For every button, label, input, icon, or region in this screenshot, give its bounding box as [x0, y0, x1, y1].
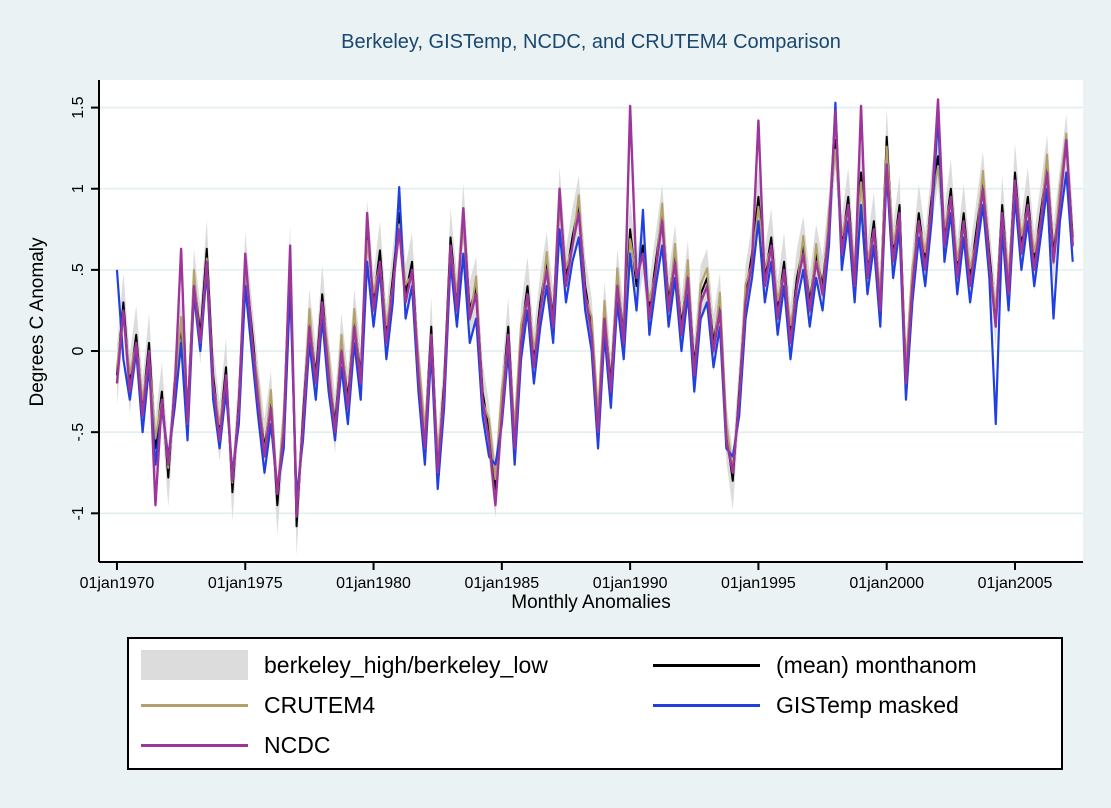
legend-entry-crutem4 [141, 685, 548, 725]
x-tick-label: 01jan2000 [849, 575, 925, 592]
y-tick-label: -1 [70, 506, 88, 521]
legend-label-monthanom: (mean) monthanom [776, 651, 977, 678]
crutem4-line-swatch [141, 704, 248, 707]
y-tick-label: -.5 [70, 422, 88, 442]
x-tick-label: 01jan1990 [592, 575, 668, 592]
ncdc-line-swatch [141, 744, 248, 747]
y-tick-label: .5 [70, 263, 88, 277]
berkeley-band-swatch [141, 650, 248, 680]
x-tick-label: 01jan1980 [336, 575, 411, 592]
legend-entry-monthanom [653, 645, 977, 685]
y-tick-label: 0 [70, 346, 88, 356]
x-tick-label: 01jan1970 [79, 575, 155, 592]
x-tick-label: 01jan1975 [207, 575, 283, 592]
legend-label-gistemp: GISTemp masked [776, 691, 959, 718]
legend-label-berkeley: berkeley_high/berkeley_low [264, 651, 548, 678]
legend-label-crutem4: CRUTEM4 [264, 691, 376, 718]
legend-column-1 [141, 645, 548, 765]
x-tick-label: 01jan1985 [464, 575, 540, 592]
x-tick-label: 01jan2005 [977, 575, 1053, 592]
y-tick-label: 1 [70, 184, 88, 194]
gistemp-line-swatch [653, 704, 760, 707]
legend-entry-gistemp [653, 685, 977, 725]
legend-entry-ncdc [141, 725, 548, 765]
x-tick-label: 01jan1995 [721, 575, 796, 592]
legend-column-2 [653, 645, 977, 725]
legend-label-ncdc: NCDC [264, 731, 331, 758]
y-tick-label: 1.5 [70, 96, 88, 119]
chart-title: Berkeley, GISTemp, NCDC, and CRUTEM4 Comparison [341, 31, 841, 53]
legend-box [127, 637, 1063, 770]
legend-entry-berkeley-band [141, 645, 548, 685]
x-axis-title: Monthly Anomalies [511, 592, 671, 613]
monthanom-line-swatch [653, 664, 760, 667]
y-axis-title: Degrees C Anomaly [27, 237, 48, 407]
